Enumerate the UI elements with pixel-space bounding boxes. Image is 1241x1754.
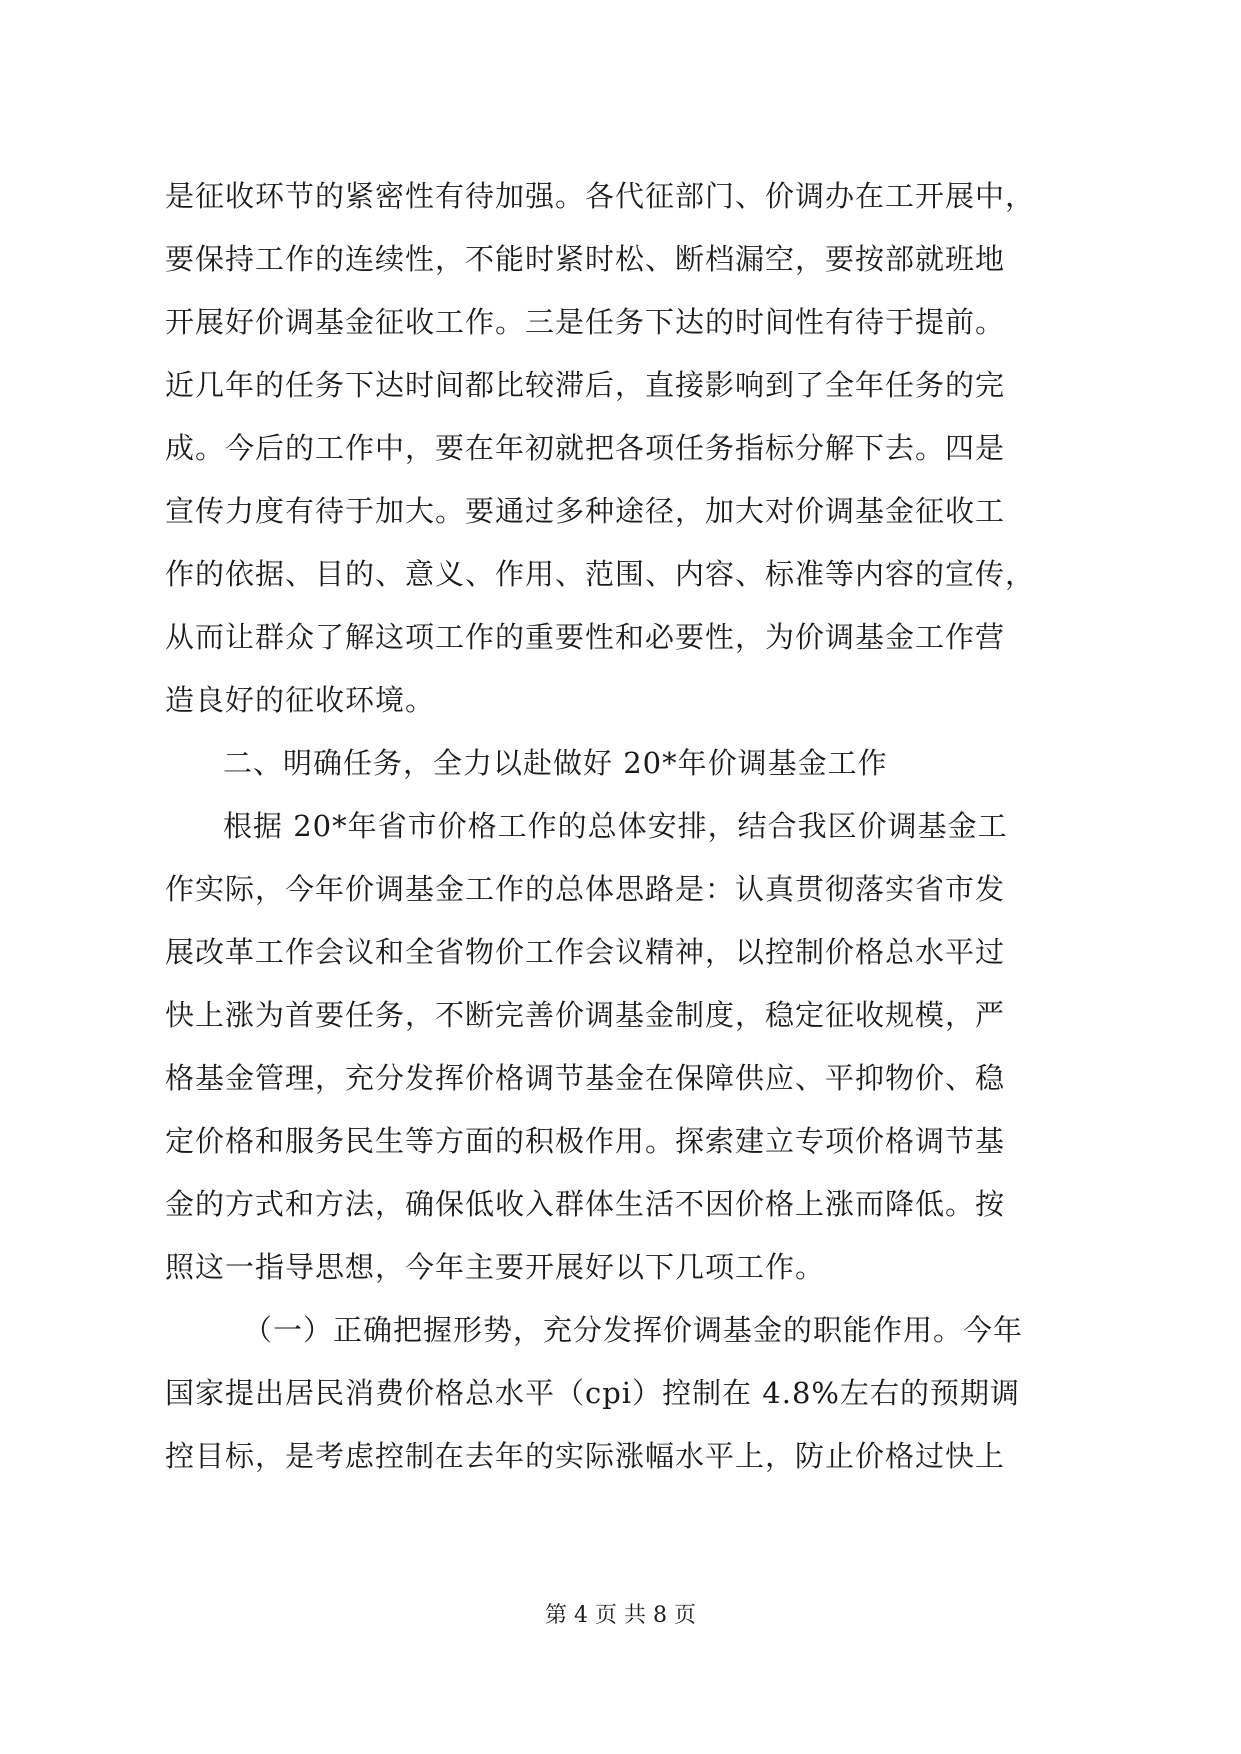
document-body xyxy=(165,165,1085,1488)
text-line: 宣传力度有待于加大。要通过多种途径，加大对价调基金征收工 xyxy=(165,494,1006,528)
text-line: 作的依据、目的、意义、作用、范围、内容、标准等内容的宣传， xyxy=(165,557,1036,591)
text-line: 开展好价调基金征收工作。三是任务下达的时间性有待于提前。 xyxy=(165,305,1006,339)
text-line: 作实际，今年价调基金工作的总体思路是：认真贯彻落实省市发 xyxy=(165,872,1006,906)
text-line: 造良好的征收环境。 xyxy=(165,683,436,717)
text-line: 快上涨为首要任务，不断完善价调基金制度，稳定征收规模，严 xyxy=(165,998,1006,1032)
page-footer: 第 4 页 共 8 页 xyxy=(545,1603,696,1628)
section-heading: 二、明确任务，全力以赴做好 20*年价调基金工作 xyxy=(223,746,888,780)
text-line: 金的方式和方法，确保低收入群体生活不因价格上涨而降低。按 xyxy=(165,1187,1006,1221)
text-line: 展改革工作会议和全省物价工作会议精神，以控制价格总水平过 xyxy=(165,935,1006,969)
text-line: 定价格和服务民生等方面的积极作用。探索建立专项价格调节基 xyxy=(165,1124,1006,1158)
text-line: 要保持工作的连续性，不能时紧时松、断档漏空，要按部就班地 xyxy=(165,242,1006,276)
text-line: 照这一指导思想，今年主要开展好以下几项工作。 xyxy=(165,1250,826,1284)
text-line: 控目标，是考虑控制在去年的实际涨幅水平上，防止价格过快上 xyxy=(165,1439,1006,1473)
text-line: 从而让群众了解这项工作的重要性和必要性，为价调基金工作营 xyxy=(165,620,1006,654)
subsection-heading: （一）正确把握形势，充分发挥价调基金的职能作用。今年 xyxy=(243,1313,1024,1347)
text-line: 近几年的任务下达时间都比较滞后，直接影响到了全年任务的完 xyxy=(165,368,1006,402)
text-line: 格基金管理，充分发挥价格调节基金在保障供应、平抑物价、稳 xyxy=(165,1061,1006,1095)
text-line: 成。今后的工作中，要在年初就把各项任务指标分解下去。四是 xyxy=(165,431,1006,465)
paragraph-start-line: 根据 20*年省市价格工作的总体安排，结合我区价调基金工 xyxy=(223,809,1008,843)
text-line: 国家提出居民消费价格总水平（cpi）控制在 4.8%左右的预期调 xyxy=(165,1376,1020,1410)
text-line: 是征收环节的紧密性有待加强。各代征部门、价调办在工开展中， xyxy=(165,179,1036,213)
